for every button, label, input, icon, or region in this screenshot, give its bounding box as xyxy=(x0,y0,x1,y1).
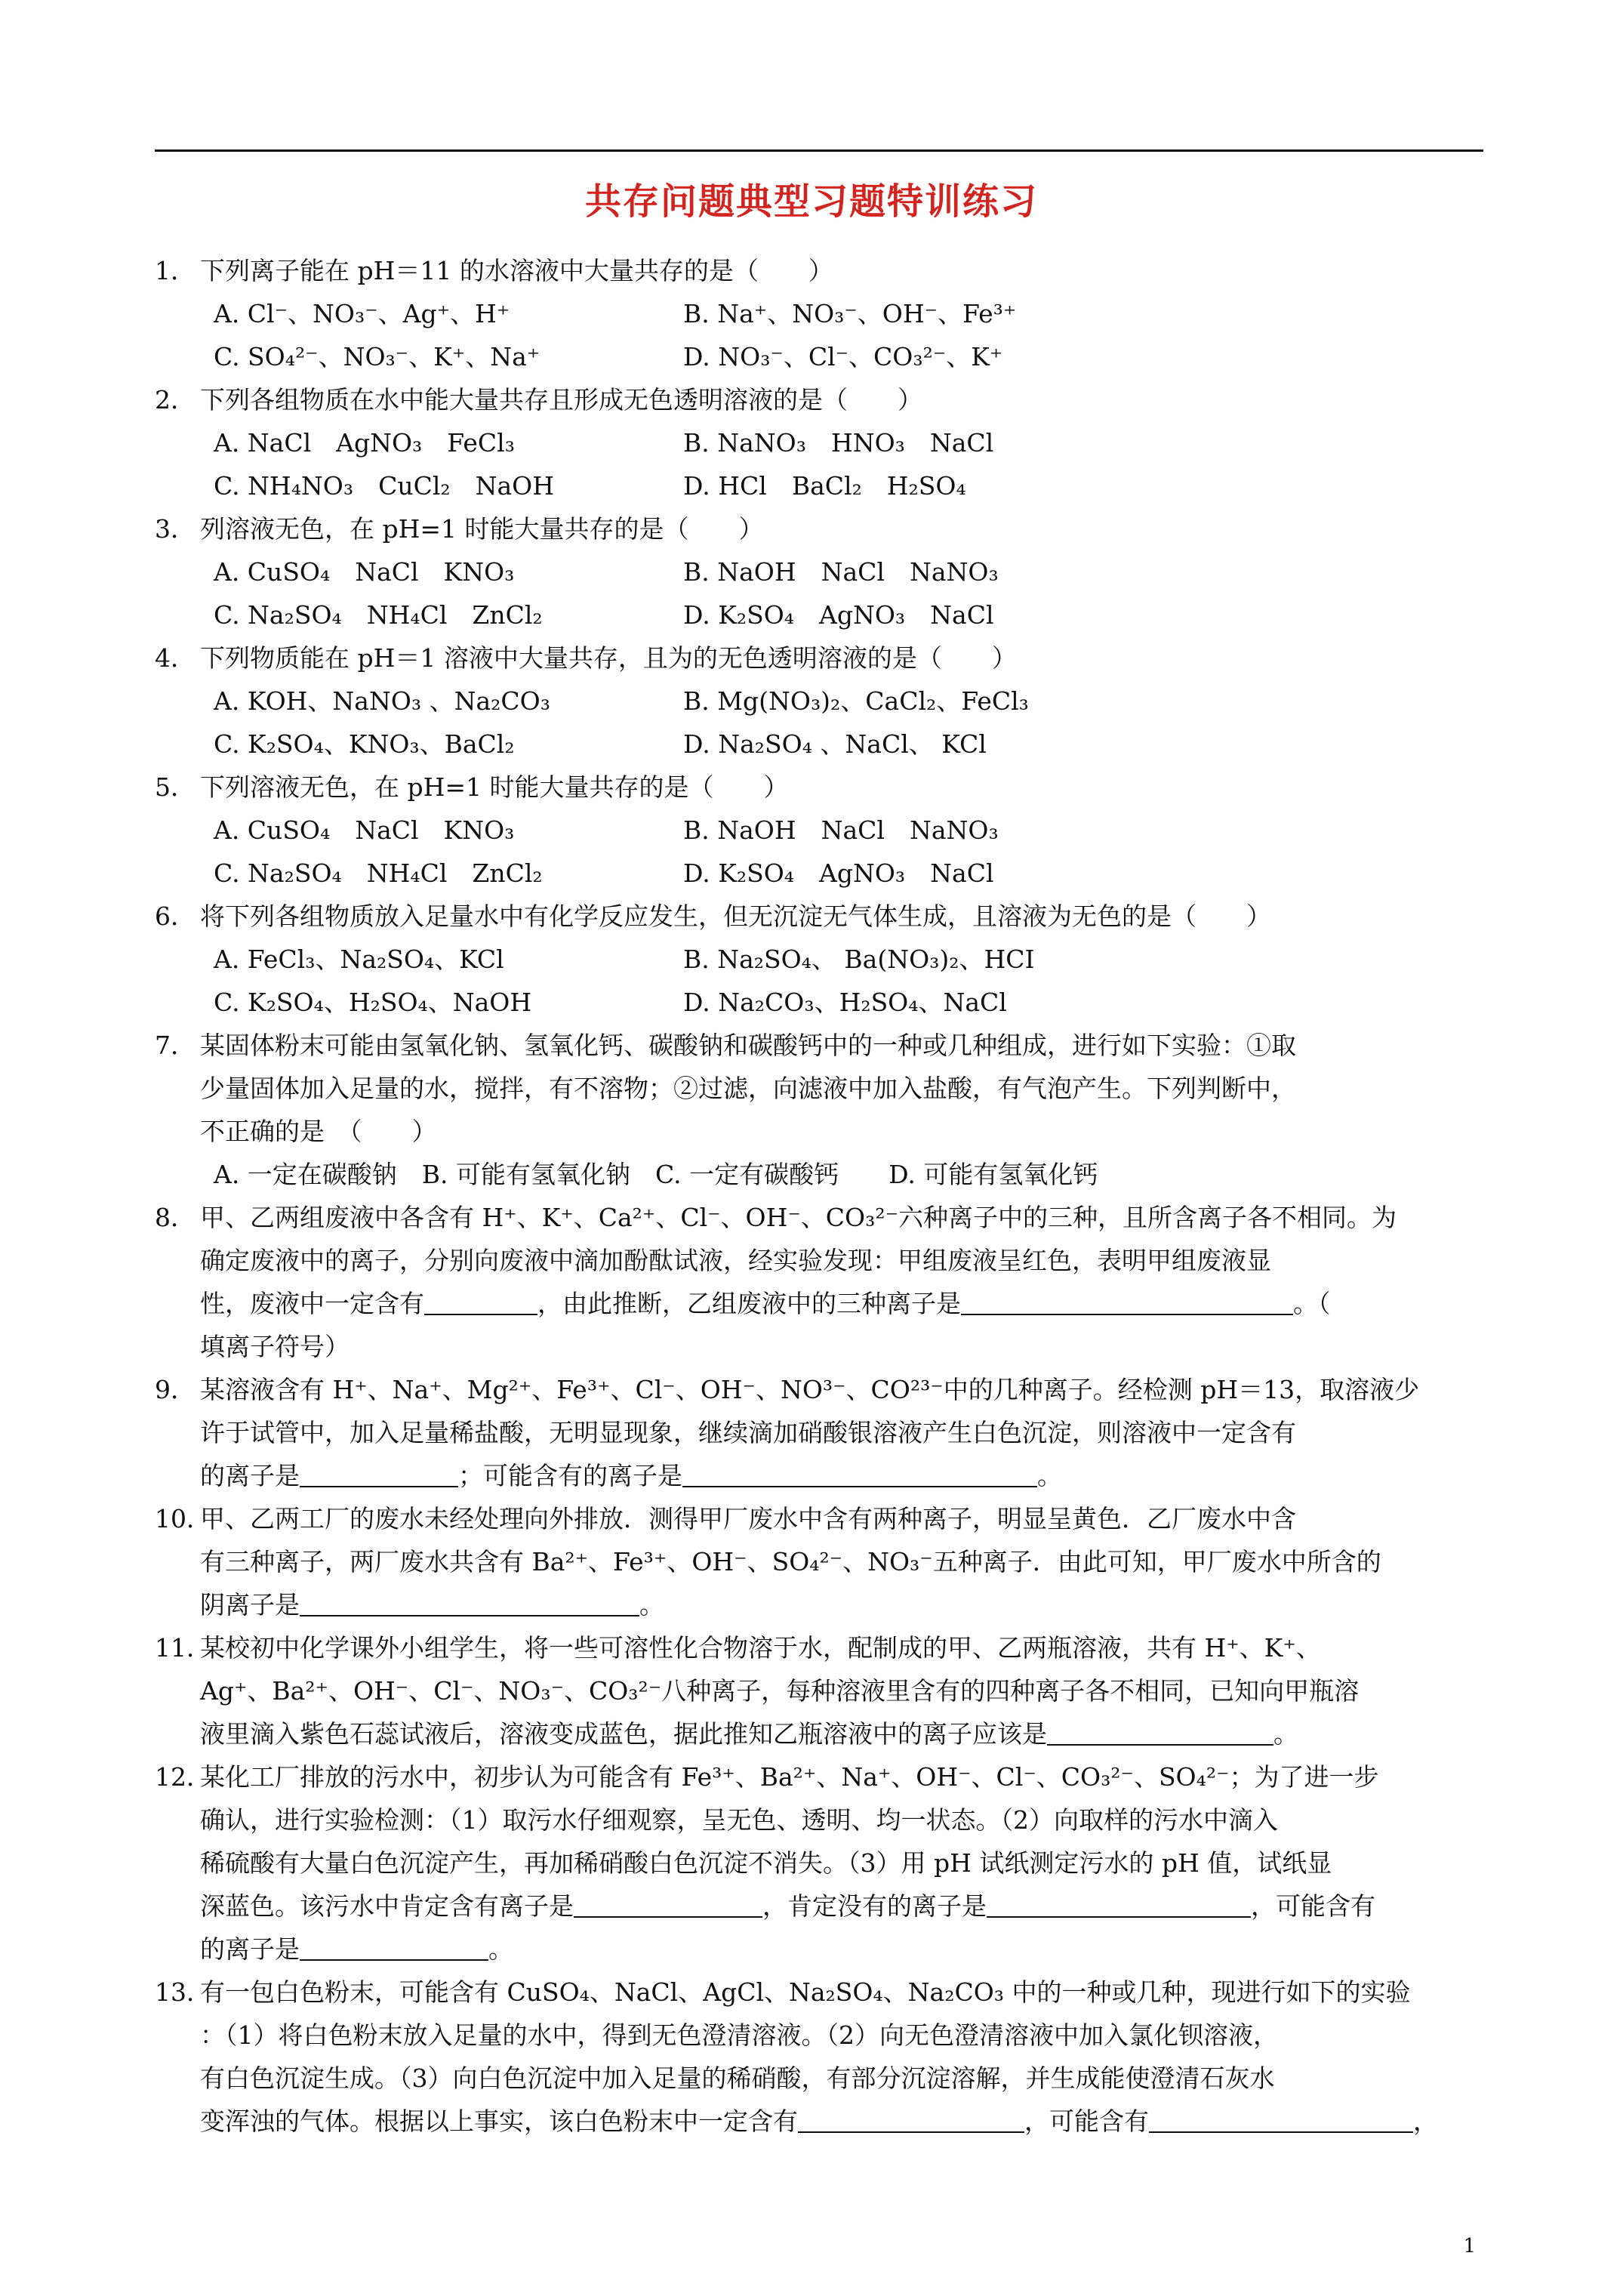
text-line xyxy=(155,421,1483,464)
text-line xyxy=(155,680,1483,723)
text-line xyxy=(155,2057,1483,2100)
option-b: B. NaOH NaCl NaNO₃ xyxy=(683,557,999,587)
text-line xyxy=(155,1454,1483,1497)
question-text: 。（ xyxy=(1293,1289,1331,1318)
question-text: ，由此推断，乙组废液中的三种离子是 xyxy=(537,1289,961,1318)
question-text: ，肯定没有的离子是 xyxy=(762,1891,987,1921)
text-line xyxy=(155,938,1483,981)
question-text: 下列溶液无色，在 pH=1 时能大量共存的是（ ） xyxy=(200,772,789,802)
question-text: 液里滴入紫色石蕊试液后，溶液变成蓝色，据此推知乙瓶溶液中的离子应该是 xyxy=(200,1719,1047,1749)
text-line xyxy=(155,1971,1483,2014)
text-line xyxy=(155,292,1483,335)
answer-blank[interactable] xyxy=(300,1589,639,1616)
text-line xyxy=(155,507,1483,550)
question-text: 许于试管中，加入足量稀盐酸，无明显现象，继续滴加硝酸银溶液产生白色沉淀，则溶液中一定含有 xyxy=(200,1418,1296,1447)
question-number: 1． xyxy=(155,256,196,285)
text-line xyxy=(155,1368,1483,1411)
question-text: 下列物质能在 pH＝1 溶液中大量共存，且为的无色透明溶液的是（ ） xyxy=(200,643,1017,673)
question-text: 某校初中化学课外小组学生，将一些可溶性化合物溶于水，配制成的甲、乙两瓶溶液，共有 H⁺、K⁺、 xyxy=(200,1633,1321,1663)
text-line xyxy=(155,1540,1483,1583)
option-a: A. FeCl₃、Na₂SO₄、KCl xyxy=(214,945,504,974)
question-text: 性，废液中一定含有 xyxy=(200,1289,424,1318)
option-b: B. NaNO₃ HNO₃ NaCl xyxy=(683,428,994,458)
option-a: C. Na₂SO₄ NH₄Cl ZnCl₂ xyxy=(214,858,543,888)
worksheet-content xyxy=(155,249,1483,2143)
answer-blank[interactable] xyxy=(300,1460,458,1487)
question-text: 列溶液无色，在 pH=1 时能大量共存的是（ ） xyxy=(200,514,764,544)
text-line xyxy=(155,249,1483,292)
text-line xyxy=(155,593,1483,636)
option-a: C. Na₂SO₄ NH₄Cl ZnCl₂ xyxy=(214,600,543,630)
question-text: 的离子是 xyxy=(200,1461,300,1490)
option-a: A. NaCl AgNO₃ FeCl₃ xyxy=(214,428,515,458)
text-line xyxy=(155,1755,1483,1798)
text-line xyxy=(155,1411,1483,1454)
question-number: 2． xyxy=(155,385,196,415)
text-line xyxy=(155,981,1483,1024)
text-line xyxy=(155,1497,1483,1540)
question-text: 某固体粉末可能由氢氧化钠、氢氧化钙、碳酸钠和碳酸钙中的一种或几种组成，进行如下实验：①取 xyxy=(200,1031,1296,1060)
answer-blank[interactable] xyxy=(1149,2106,1413,2133)
option-a: A. CuSO₄ NaCl KNO₃ xyxy=(214,557,515,587)
option-a: A. CuSO₄ NaCl KNO₃ xyxy=(214,815,515,845)
question-text: 的离子是 xyxy=(200,1934,300,1964)
answer-blank[interactable] xyxy=(798,2106,1024,2133)
text-line xyxy=(155,550,1483,593)
text-line xyxy=(155,895,1483,938)
text-line xyxy=(155,1885,1483,1928)
question-text: 。 xyxy=(1037,1461,1062,1490)
text-line xyxy=(155,1325,1483,1368)
question-number: 6． xyxy=(155,901,196,931)
text-line xyxy=(155,378,1483,421)
question-text: Ag⁺、Ba²⁺、OH⁻、Cl⁻、NO₃⁻、CO₃²⁻八种离子，每种溶液里含有的四种离子各不相同，已知向甲瓶溶 xyxy=(200,1676,1360,1706)
question-text: 有三种离子，两厂废水共含有 Ba²⁺、Fe³⁺、OH⁻、SO₄²⁻、NO₃⁻五种离子．由此可知，甲厂废水中所含的 xyxy=(200,1547,1381,1576)
text-line xyxy=(155,1712,1483,1755)
question-text: 。 xyxy=(639,1590,664,1620)
question-text: 稀硫酸有大量白色沉淀产生，再加稀硝酸白色沉淀不消失。（3）用 pH 试纸测定污水的 pH 值，试纸显 xyxy=(200,1848,1332,1878)
option-b: D. Na₂CO₃、H₂SO₄、NaCl xyxy=(683,988,1007,1017)
question-text: 下列离子能在 pH＝11 的水溶液中大量共存的是（ ） xyxy=(200,256,833,285)
question-text: 。 xyxy=(488,1934,513,1964)
question-number: 5． xyxy=(155,772,196,802)
question-text: 甲、乙两工厂的废水未经处理向外排放．测得甲厂废水中含有两种离子，明显呈黄色．乙厂废水中含 xyxy=(200,1504,1296,1533)
question-text: 少量固体加入足量的水，搅拌，有不溶物；②过滤，向滤液中加入盐酸，有气泡产生。下列判断中， xyxy=(200,1074,1296,1103)
question-text: 某溶液含有 H⁺、Na⁺、Mg²⁺、Fe³⁺、Cl⁻、OH⁻、NO³⁻、CO²³⁻中的几种离子。经检测 pH＝13，取溶液少 xyxy=(200,1375,1420,1404)
text-line xyxy=(155,464,1483,507)
option-b: D. Na₂SO₄ 、NaCl、 KCl xyxy=(683,729,987,759)
option-b: D. K₂SO₄ AgNO₃ NaCl xyxy=(683,600,994,630)
option-a: A. KOH、NaNO₃ 、Na₂CO₃ xyxy=(214,686,550,716)
text-line xyxy=(155,852,1483,895)
answer-blank[interactable] xyxy=(1047,1718,1273,1746)
question-text: 某化工厂排放的污水中，初步认为可能含有 Fe³⁺、Ba²⁺、Na⁺、OH⁻、Cl⁻、CO₃²⁻、SO₄²⁻；为了进一步 xyxy=(200,1762,1379,1792)
text-line xyxy=(155,1067,1483,1110)
options-row: A. 一定在碳酸钠 B. 可能有氢氧化钠 C. 一定有碳酸钙 D. 可能有氢氧化钙 xyxy=(214,1160,1098,1189)
answer-blank[interactable] xyxy=(300,1934,488,1961)
question-text: ，可能含有 xyxy=(1024,2106,1149,2136)
answer-blank[interactable] xyxy=(574,1891,762,1918)
question-text: 变浑浊的气体。根据以上事实，该白色粉末中一定含有 xyxy=(200,2106,798,2136)
question-number: 11． xyxy=(155,1633,211,1663)
answer-blank[interactable] xyxy=(987,1891,1251,1918)
option-b: D. K₂SO₄ AgNO₃ NaCl xyxy=(683,858,994,888)
header-rule xyxy=(155,149,1483,152)
option-a: C. SO₄²⁻、NO₃⁻、K⁺、Na⁺ xyxy=(214,342,540,371)
text-line xyxy=(155,1841,1483,1885)
question-number: 4． xyxy=(155,643,196,673)
text-line xyxy=(155,809,1483,852)
question-text: 甲、乙两组废液中各含有 H⁺、K⁺、Ca²⁺、Cl⁻、OH⁻、CO₃²⁻六种离子中的三种，且所含离子各不相同。为 xyxy=(200,1203,1397,1232)
answer-blank[interactable] xyxy=(961,1288,1293,1315)
page-title: 共存问题典型习题特训练习 xyxy=(584,180,1038,223)
text-line xyxy=(155,1153,1483,1196)
question-text: ， xyxy=(1413,2106,1438,2136)
question-text: 不正确的是 （ ） xyxy=(200,1117,437,1146)
text-line xyxy=(155,1798,1483,1841)
text-line xyxy=(155,1583,1483,1626)
text-line xyxy=(155,723,1483,766)
question-number: 8． xyxy=(155,1203,196,1232)
question-text: 。 xyxy=(1273,1719,1298,1749)
question-text: 阴离子是 xyxy=(200,1590,300,1620)
text-line xyxy=(155,636,1483,680)
page-number: 1 xyxy=(1463,2235,1476,2257)
option-a: C. K₂SO₄、H₂SO₄、NaOH xyxy=(214,988,532,1017)
text-line xyxy=(155,1626,1483,1669)
option-b: B. NaOH NaCl NaNO₃ xyxy=(683,815,999,845)
answer-blank[interactable] xyxy=(424,1288,537,1315)
text-line xyxy=(155,766,1483,809)
option-a: C. NH₄NO₃ CuCl₂ NaOH xyxy=(214,471,555,501)
option-b: B. Mg(NO₃)₂、CaCl₂、FeCl₃ xyxy=(683,686,1029,716)
option-b: D. NO₃⁻、Cl⁻、CO₃²⁻、K⁺ xyxy=(683,342,1003,371)
question-text: 填离子符号） xyxy=(200,1332,350,1361)
question-number: 7． xyxy=(155,1031,196,1060)
question-text: 深蓝色。该污水中肯定含有离子是 xyxy=(200,1891,574,1921)
question-text: 有一包白色粉末，可能含有 CuSO₄、NaCl、AgCl、Na₂SO₄、Na₂CO₃ 中的一种或几种，现进行如下的实验 xyxy=(200,1977,1411,2007)
answer-blank[interactable] xyxy=(682,1460,1037,1487)
text-line xyxy=(155,1928,1483,1971)
question-text: 确定废液中的离子，分别向废液中滴加酚酞试液，经实验发现：甲组废液呈红色，表明甲组废液显 xyxy=(200,1246,1271,1275)
question-text: 有白色沉淀生成。（3）向白色沉淀中加入足量的稀硝酸，有部分沉淀溶解，并生成能使澄清石灰水 xyxy=(200,2063,1275,2093)
question-text: 确认，进行实验检测：（1）取污水仔细观察，呈无色、透明、均一状态。（2）向取样的污水中滴入 xyxy=(200,1805,1278,1835)
question-number: 13． xyxy=(155,1977,211,2007)
option-b: D. HCl BaCl₂ H₂SO₄ xyxy=(683,471,966,501)
text-line xyxy=(155,2014,1483,2057)
option-a: A. Cl⁻、NO₃⁻、Ag⁺、H⁺ xyxy=(214,299,510,328)
text-line xyxy=(155,2100,1483,2143)
question-number: 3． xyxy=(155,514,196,544)
question-text: ，可能含有 xyxy=(1251,1891,1375,1921)
question-number: 12． xyxy=(155,1762,211,1792)
option-b: B. Na₂SO₄、 Ba(NO₃)₂、HCI xyxy=(683,945,1035,974)
question-text: ；可能含有的离子是 xyxy=(458,1461,682,1490)
text-line xyxy=(155,1282,1483,1325)
text-line xyxy=(155,1110,1483,1153)
question-text: 下列各组物质在水中能大量共存且形成无色透明溶液的是（ ） xyxy=(200,385,922,415)
question-number: 9． xyxy=(155,1375,196,1404)
question-number: 10． xyxy=(155,1504,211,1533)
option-b: B. Na⁺、NO₃⁻、OH⁻、Fe³⁺ xyxy=(683,299,1017,328)
text-line xyxy=(155,335,1483,378)
question-text: ：（1）将白色粉末放入足量的水中，得到无色澄清溶液。（2）向无色澄清溶液中加入氯化钡溶液， xyxy=(200,2020,1278,2050)
option-a: C. K₂SO₄、KNO₃、BaCl₂ xyxy=(214,729,515,759)
text-line xyxy=(155,1669,1483,1712)
text-line xyxy=(155,1196,1483,1239)
question-text: 将下列各组物质放入足量水中有化学反应发生，但无沉淀无气体生成，且溶液为无色的是（ ） xyxy=(200,901,1271,931)
text-line xyxy=(155,1239,1483,1282)
text-line xyxy=(155,1024,1483,1067)
